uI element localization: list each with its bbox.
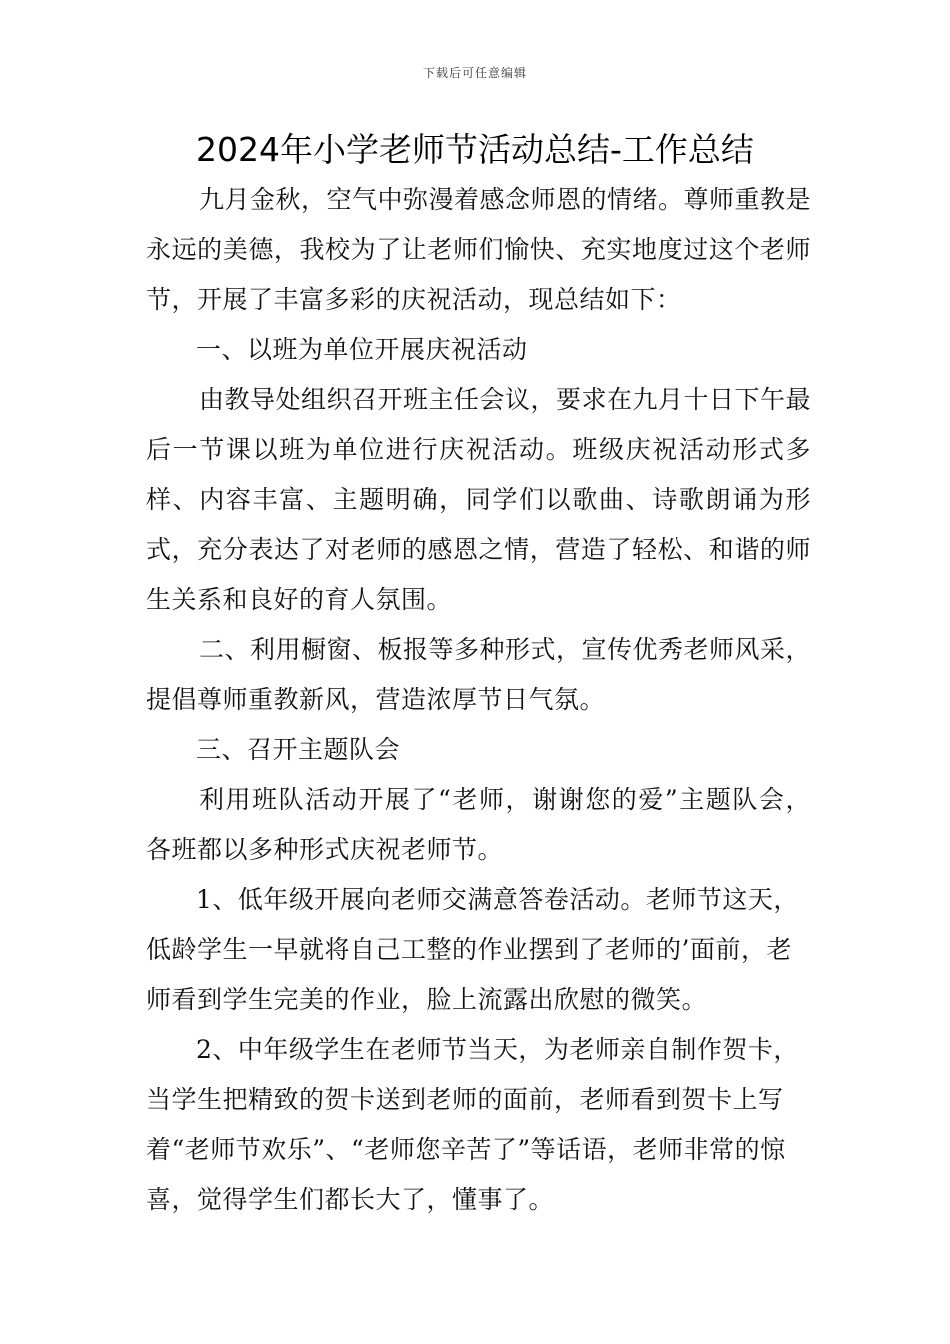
- document-title: 2024年小学老师节活动总结-工作总结: [196, 130, 754, 169]
- section-heading-3: 三、召开主题队会: [196, 735, 401, 764]
- intro-paragraph: 九月金秋，空气中弥漫着感念师恩的情绪。尊师重教是永远的美德，我校为了让老师们愉快、充实地度过这个老师节，开展了丰富多彩的庆祝活动，现总结如下：: [146, 185, 812, 314]
- section-3-paragraph: 利用班队活动开展了“老师，谢谢您的爱”主题队会，各班都以多种形式庆祝老师节。: [146, 785, 811, 864]
- document-body: [146, 175, 811, 1225]
- item-1-paragraph: 1、低年级开展向老师交满意答卷活动。老师节这天，低龄学生一早就将自己工整的作业摆到了老师的’面前，老师看到学生完美的作业，脸上流露出欣慰的微笑。: [146, 885, 799, 1014]
- header-note: 下载后可任意编辑: [422, 66, 527, 80]
- section-1-paragraph: 由教导处组织召开班主任会议，要求在九月十日下午最后一节课以班为单位进行庆祝活动。班级庆祝活动形式多样、内容丰富、主题明确，同学们以歌曲、诗歌朗诵为形式，充分表达了对老师的感恩之情，营造了轻松、和谐的师生关系和良好的育人氛围。: [146, 385, 812, 614]
- section-heading-2: 二、利用橱窗、板报等多种形式，宣传优秀老师风采，提倡尊师重教新风，营造浓厚节日气氛。: [146, 635, 812, 714]
- section-heading-1: 一、以班为单位开展庆祝活动: [196, 335, 528, 364]
- item-2-paragraph: 2、中年级学生在老师节当天，为老师亲自制作贺卡，当学生把精致的贺卡送到老师的面前，老师看到贺卡上写着“老师节欢乐”、“老师您辛苦了”等话语，老师非常的惊喜，觉得学生们都长大了，懂事了。: [146, 1035, 799, 1214]
